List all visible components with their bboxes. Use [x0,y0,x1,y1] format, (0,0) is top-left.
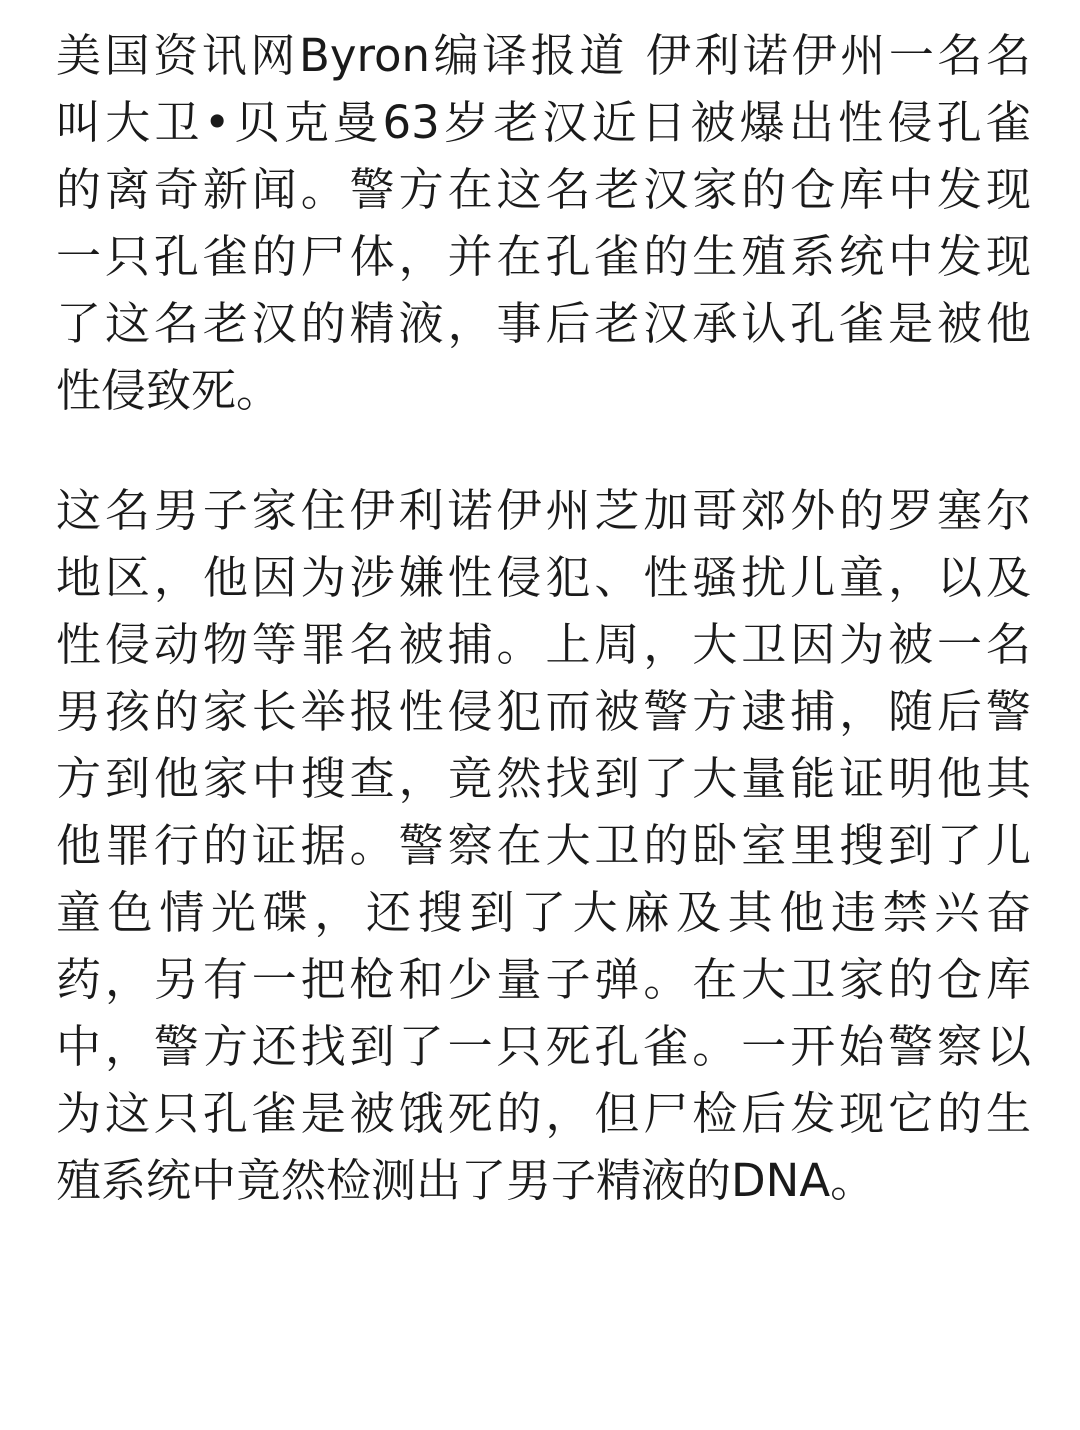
paragraph-1 [56,22,1031,424]
text-line: 的离奇新闻。警方在这名老汉家的仓库中发现 [56,163,1031,216]
paragraph-2 [56,477,1031,1214]
text-line: 他罪行的证据。警察在大卫的卧室里搜到了儿 [56,819,1031,872]
text-line: 药，另有一把枪和少量子弹。在大卫家的仓库 [56,953,1031,1006]
text-line: 这名男子家住伊利诺伊州芝加哥郊外的罗塞尔 [56,484,1031,537]
text-line: 童色情光碟，还搜到了大麻及其他违禁兴奋 [56,886,1031,939]
text-line: 一只孔雀的尸体，并在孔雀的生殖系统中发现 [56,230,1031,283]
text-line: 叫大卫•贝克曼63岁老汉近日被爆出性侵孔雀 [56,96,1031,149]
text-line: 男孩的家长举报性侵犯而被警方逮捕，随后警 [56,685,1031,738]
text-line: 中，警方还找到了一只死孔雀。一开始警察以 [56,1020,1031,1073]
text-line: 美国资讯网Byron编译报道 伊利诺伊州一名名 [56,29,1031,82]
text-line: 性侵致死。 [56,364,282,417]
text-line: 性侵动物等罪名被捕。上周，大卫因为被一名 [56,618,1031,671]
text-line: 方到他家中搜查，竟然找到了大量能证明他其 [56,752,1031,805]
text-line: 地区，他因为涉嫌性侵犯、性骚扰儿童，以及 [56,551,1031,604]
text-line: 了这名老汉的精液，事后老汉承认孔雀是被他 [56,297,1031,350]
article-body [56,22,1031,1214]
text-line: 为这只孔雀是被饿死的，但尸检后发现它的生 [56,1087,1031,1140]
text-line: 殖系统中竟然检测出了男子精液的DNA。 [56,1154,876,1207]
